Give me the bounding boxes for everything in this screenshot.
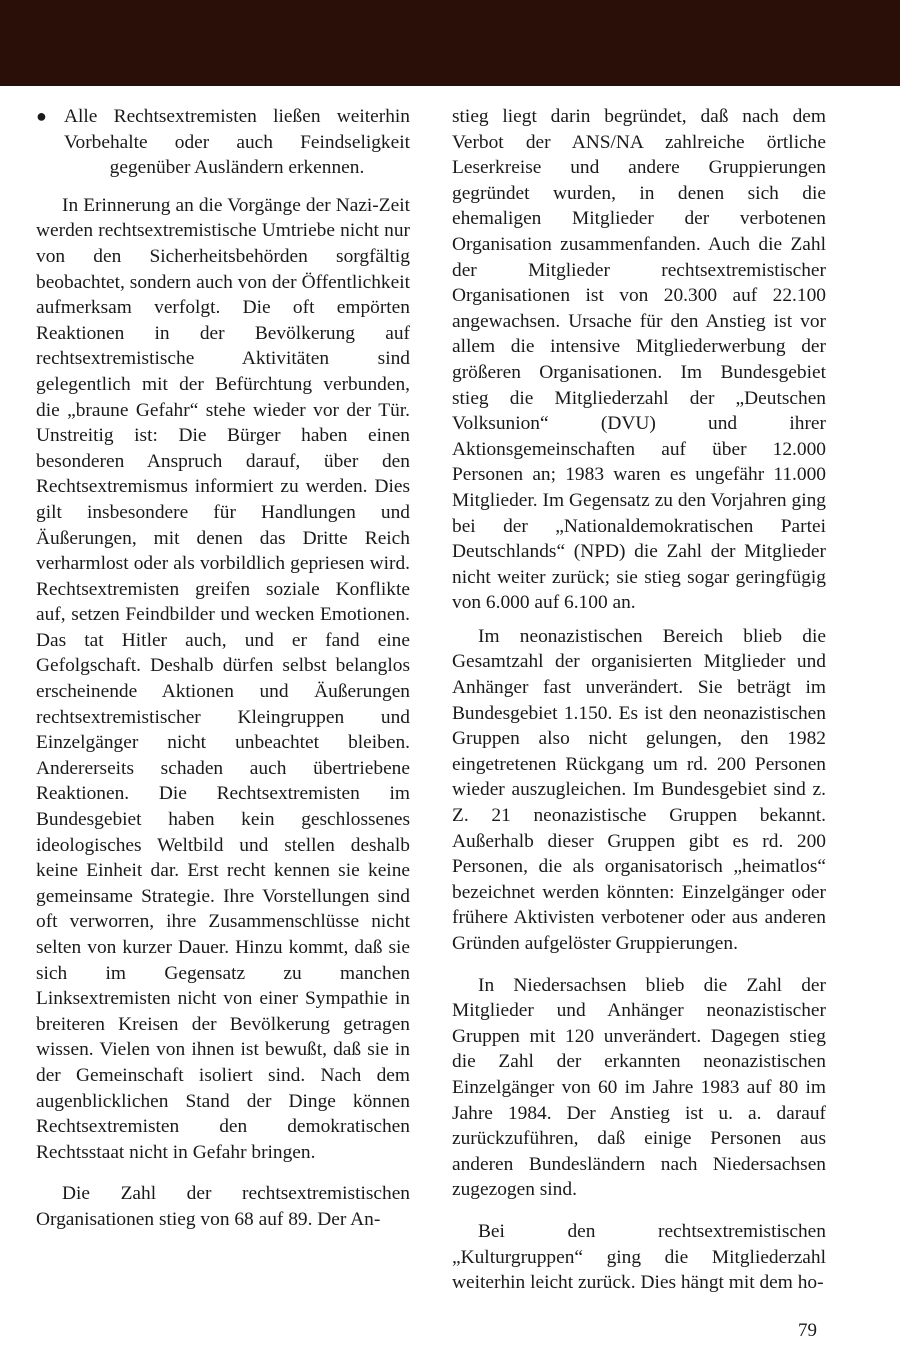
right-paragraph-3: In Niedersachsen blieb die Zahl der Mitglieder und Anhänger neonazistischer Gruppen mit 120 unverändert. Dagegen stieg die Zahl der erkannten neonazistischen Einzelgänger von 60 im Jahre 1983 auf 80 im Jahre 1984. Der Anstieg ist u. a. darauf zurückzuführen, daß einige Personen aus anderen Bundesländern nach Niedersachsen zugezogen sind. [452,974,826,1201]
left-paragraph-1: In Erinnerung an die Vorgänge der Nazi-Zeit werden rechtsextremistische Umtriebe nicht nur von den Sicherheitsbehörden sorgfältig beobachtet, sondern auch von der Öffentlichkeit aufmerksam verfolgt. Die oft empörten Reaktionen in der Bevölkerung auf rechtsextremistische Aktivitäten sind gelegentlich mit der Befürchtung verbunden, die „braune Gefahr“ stehe wieder vor der Tür. Unstreitig ist: Die Bürger haben einen besonderen Anspruch darauf, über den Rechtsextremismus informiert zu werden. Dies gilt insbesondere für Handlungen und Äußerungen, mit denen das Dritte Reich verharmlost oder als vorbildlich gepriesen wird. Rechtsextremisten greifen soziale Konflikte auf, setzen Feindbilder und wecken Emotionen. Das tat Hitler auch, und er fand eine Gefolgschaft. Deshalb dürfen selbst belanglos erscheinende Aktionen und Äußerungen rechtsextremistischer Kleingruppen und Einzelgänger nicht unbeachtet bleiben. Andererseits schaden auch übertriebene Reaktionen. Die Rechtsextremisten im Bundesgebiet haben kein geschlossenes ideologisches Weltbild und stellen deshalb keine Einheit dar. Erst recht kennen sie keine gemeinsame Strategie. Ihre Vorstellungen sind oft verworren, ihre Zusammenschlüsse nicht selten von kurzer Dauer. Hinzu kommt, daß sie sich im Gegensatz zu manchen Linksextremisten nicht von einer Sympathie in breiteren Kreisen der Bevölkerung getragen wissen. Vielen von ihnen ist bewußt, daß sie in der Gemeinschaft isoliert sind. Nach dem augenblicklichen Stand der Dinge können Rechtsextremisten den demokratischen Rechtsstaat nicht in Gefahr bringen. [36,194,410,1163]
bullet-dot-icon: ● [36,106,47,126]
top-dark-band [0,0,900,86]
left-paragraph-2: Die Zahl der rechtsextremistischen Organisationen stieg von 68 auf 89. Der An- [36,1183,410,1230]
right-column [452,104,826,1296]
bullet-item [36,104,410,181]
right-paragraph-4: Bei den rechtsextremistischen „Kulturgruppen“ ging die Mitgliederzahl weiterhin leicht zurück. Dies hängt mit dem ho- [452,1220,826,1294]
bullet-text: Alle Rechtsextremisten ließen weiterhin Vorbehalte oder auch Feindseligkeit gegenüber Ausländern erkennen. [64,106,410,179]
left-column [36,104,410,1233]
right-paragraph-1: stieg liegt darin begründet, daß nach dem Verbot der ANS/NA zahlreiche örtliche Leserkreise und andere Gruppierungen gegründet wurden, in denen sich die ehemaligen Mitglieder der verbotenen Organisation zusammenfanden. Auch die Zahl der Mitglieder rechtsextremistischer Organisationen ist von 20.300 auf 22.100 angewachsen. Ursache für den Anstieg ist vor allem die intensive Mitgliederwerbung der größeren Organisationen. Im Bundesgebiet stieg die Mitgliederzahl der „Deutschen Volksunion“ (DVU) und ihrer Aktionsgemeinschaften auf über 12.000 Personen an; 1983 waren es ungefähr 11.000 Mitglieder. Im Gegensatz zu den Vorjahren ging bei der „Nationaldemokratischen Partei Deutschlands“ (NPD) die Zahl der Mitglieder nicht weiter zurück; sie stieg sogar geringfügig von 6.000 auf 6.100 an. [452,106,826,614]
right-paragraph-2: Im neonazistischen Bereich blieb die Gesamtzahl der organisierten Mitglieder und Anhänger fast unverändert. Sie beträgt im Bundesgebiet 1.150. Es ist den neonazistischen Gruppen also nicht gelungen, den 1982 eingetretenen Rückgang um rd. 200 Personen wieder auszugleichen. Im Bundesgebiet sind z. Z. 21 neonazistische Gruppen bekannt. Außerhalb dieser Gruppen gibt es rd. 200 Personen, die als organisatorisch „heimatlos“ bezeichnet werden könnten: Einzelgänger oder frühere Aktivisten verbotener oder aus anderen Gründen aufgelöster Gruppierungen. [452,625,826,954]
page-number: 79 [798,1320,817,1341]
